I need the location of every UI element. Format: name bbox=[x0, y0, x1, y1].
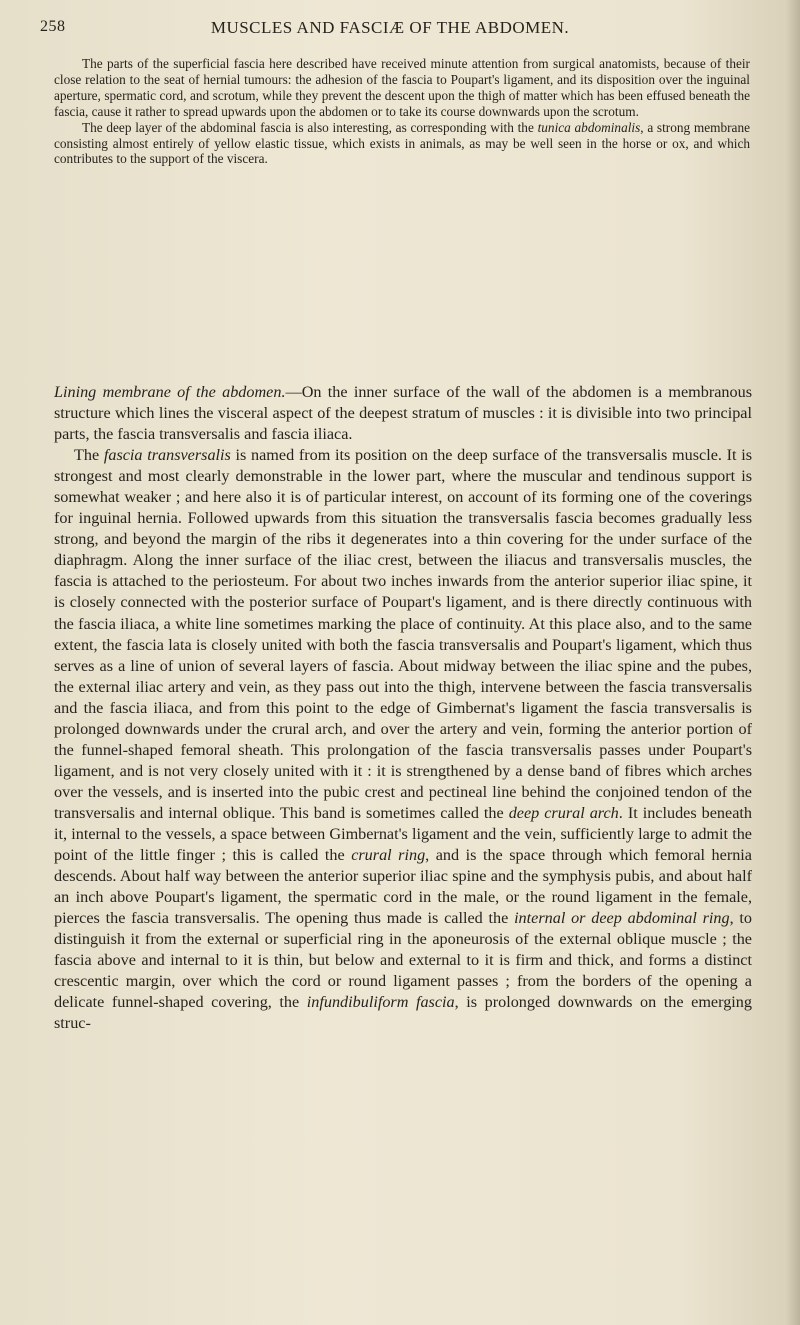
term-crural-ring: crural ring bbox=[351, 846, 426, 865]
page-header bbox=[40, 14, 740, 44]
lining-intro-text: —On the inner surface of the wall of the abdomen is a membranous structure which lines the visceral aspect of the deepest stratum of muscles : it is divisible into two principal parts, the fascia transversalis and fascia iliaca. bbox=[54, 383, 752, 444]
term-internal-abdominal-ring: internal or deep abdominal ring bbox=[514, 909, 730, 928]
page-edge-shadow bbox=[786, 0, 800, 1325]
text-run: . It includes beneath it, internal to the vessels, a space between Gimbernat's ligament and the vein, sufficiently large to admit the point of the little finger ; this is called the bbox=[54, 803, 752, 865]
text-run: The bbox=[74, 446, 104, 465]
running-title: MUSCLES AND FASCIÆ OF THE ABDOMEN. bbox=[210, 18, 570, 37]
deep-layer-text-b: , a strong membrane consisting almost entirely of yellow elastic tissue, which exists in animals, as may be well seen in the horse or ox, and which contributes to the support of the viscera. bbox=[54, 119, 751, 167]
lining-membrane-section bbox=[54, 382, 752, 1034]
small-print-section bbox=[54, 56, 750, 167]
term-fascia-transversalis: fascia transversalis bbox=[103, 446, 231, 465]
text-run: , is prolonged downwards on the emerging struc- bbox=[54, 993, 752, 1033]
text-run: , and is the space through which femoral hernia descends. About half way between the anterior superior iliac spine and the symphysis pubis, and about half an inch above Poupart's ligament, the spermatic cord in the male, or the round ligament in the female, pierces the fascia transversalis. The opening thus made is called the bbox=[54, 846, 752, 928]
deep-layer-text-a: The deep layer of the abdominal fascia is also interesting, as corresponding with the bbox=[82, 119, 538, 135]
section-heading: Lining membrane of the abdomen. bbox=[54, 383, 286, 401]
text-run: is named from its position on the deep surface of the transversalis muscle. It is strongest and most clearly demonstrable in the lower part, where the muscular and tendinous support is somewhat weaker ; and here also it is of particular interest, on account of its forming one of the coverings for inguinal hernia. Followed upwards from this situation the transversalis fascia becomes gradually less strong, and beyond the margin of the ribs it degenerates into a thin covering for the under surface of the diaphragm. Along the inner surface of the iliac crest, between the iliacus and transversalis muscles, the fascia is attached to the periosteum. For about two inches inwards from the anterior superior iliac spine, it is closely connected with the posterior surface of Poupart's ligament, and is there directly continuous with the fascia iliaca, a white line sometimes marking the place of continuity. At this place also, and to the same extent, the fascia lata is closely united with both the fascia transversalis and Poupart's ligament, which thus serves as a line of union of several layers of fascia. About midway between the iliac spine and the pubes, the external iliac artery and vein, as they pass out into the thigh, intervene between the fascia transversalis and the fascia iliaca, and from this point to the edge of Gimbernat's ligament the fascia transversalis is prolonged downwards under the crural arch, and over the artery and vein, forming the anterior portion of the funnel-shaped femoral sheath. This prolongation of the fascia transversalis passes under Poupart's ligament, and is not very closely united with it : it is strengthened by a dense band of fibres which arches over the vessels, and is inserted into the pubic crest and pectineal line behind the conjoined tendon of the transversalis and internal oblique. This band is sometimes called the bbox=[54, 446, 752, 822]
term-tunica-abdominalis: tunica abdominalis bbox=[537, 119, 641, 135]
paragraph-deep-layer bbox=[54, 120, 750, 168]
paragraph-fascia-transversalis bbox=[54, 445, 752, 1034]
term-deep-crural-arch: deep crural arch bbox=[508, 803, 619, 822]
paragraph-lining-intro bbox=[54, 382, 752, 445]
page-number: 258 bbox=[40, 18, 66, 35]
term-infundibuliform-fascia: infundibuliform fascia bbox=[306, 993, 455, 1012]
text-run: , to distinguish it from the external or superficial ring in the aponeurosis of the external oblique muscle ; the fascia above and internal to it is thin, but below and external to it is firm and thick, and forms a distinct crescentic margin, over which the cord or round ligament passes ; from the borders of the opening a delicate funnel-shaped covering, the bbox=[54, 909, 753, 1012]
paragraph-superficial-fascia: The parts of the superficial fascia here described have received minute attention from surgical anatomists, because of their close relation to the seat of hernial tumours: the adhesion of the fascia to Poupart's ligament, and its disposition over the inguinal aperture, spermatic cord, and scrotum, while they prevent the descent upon the thigh of matter which has been effused beneath the fascia, cause it rather to spread upwards upon the abdomen or to take its course downwards upon the scrotum. bbox=[54, 56, 750, 119]
